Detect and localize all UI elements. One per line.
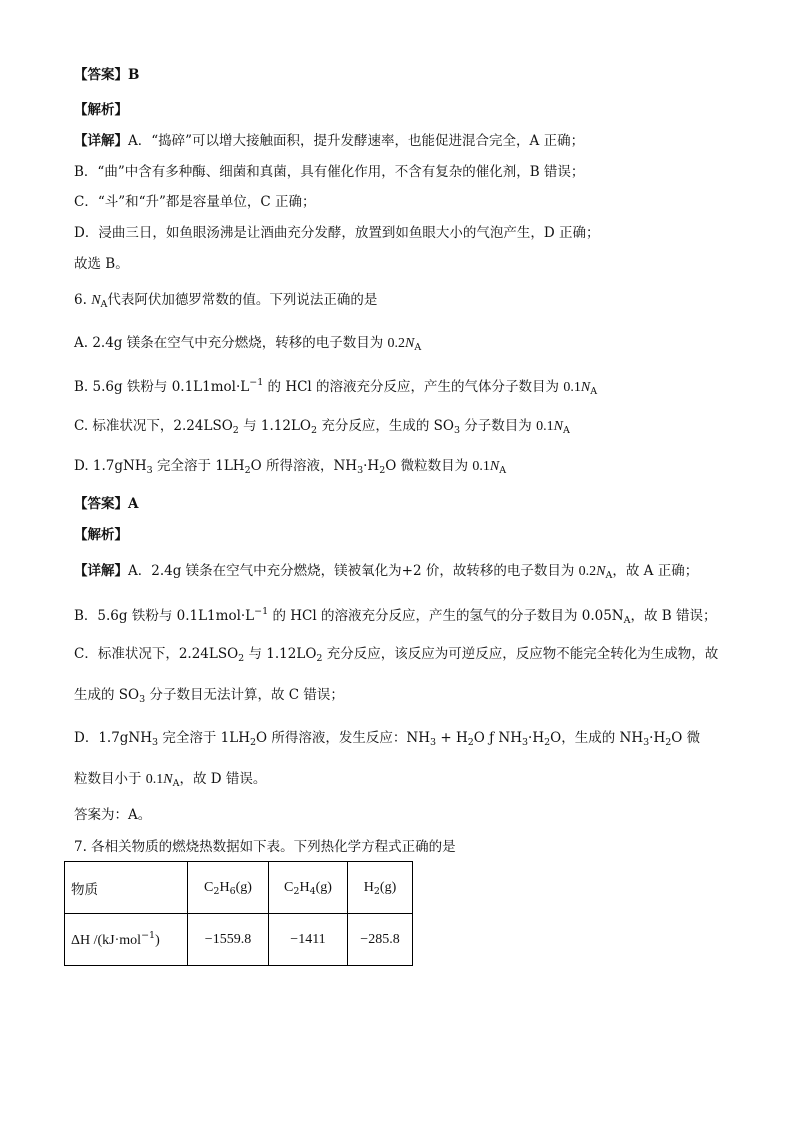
q6-stem: 6. $N_A$代表阿伏加德罗常数的值。下列说法正确的是 (74, 292, 378, 310)
q5-detail-a: 【详解】A．“捣碎”可以增大接触面积，提升发酵速率，也能促进混合完全，A 正确； (74, 133, 585, 149)
table-cell: ΔH /(kJ·mol$^{-1}$) (65, 914, 188, 966)
q6-detail-a: 【详解】A．2.4g 镁条在空气中充分燃烧，镁被氧化为+2 价，故转移的电子数目为 $0.2N_A$，故 A 正确； (74, 563, 699, 581)
q6-detail-c-line2: 生成的 $SO_3$ 分子数目无法计算，故 C 错误； (74, 687, 344, 705)
q6-detail-d-line2: 粒数目小于 $0.1N_A$，故 D 错误。 (74, 771, 267, 789)
q6-detail-d-line1: D．1.7gNH$_3$ 完全溶于 $1LH_2O$ 所得溶液，发生反应：$NH_3 + H_2O$ ƒ $NH_3\cdot H_2O$，生成的 $NH_3\cdot H_2O$ 微 (74, 730, 701, 748)
q6-analysis: 【解析】 (74, 527, 128, 543)
q5-conclusion: 故选 B。 (74, 256, 129, 272)
q5-detail-d: D．浸曲三日，如鱼眼汤沸是让酒曲充分发酵，放置到如鱼眼大小的气泡产生，D 正确； (74, 225, 600, 241)
q6-option-a: A. 2.4g 镁条在空气中充分燃烧，转移的电子数目为 $0.2N_A$ (74, 335, 422, 353)
table-cell: −1559.8 (188, 914, 269, 966)
table-cell: $C_2H_6(g)$ (188, 862, 269, 914)
table-row (65, 862, 413, 914)
table-cell: −1411 (269, 914, 348, 966)
table-row (65, 914, 413, 966)
table-cell: −285.8 (348, 914, 413, 966)
table-cell: 物质 (65, 862, 188, 914)
q7-stem: 7. 各相关物质的燃烧热数据如下表。下列热化学方程式正确的是 (74, 839, 456, 855)
q6-final-answer: 答案为：A。 (74, 807, 152, 823)
q6-answer: 【答案】A (74, 496, 139, 512)
q6-option-d: D. 1.7gNH$_3$ 完全溶于 $1LH_2O$ 所得溶液，$NH_3\cdot H_2O$ 微粒数目为 $0.1N_A$ (74, 458, 507, 476)
q6-option-b: B. 5.6g 铁粉与 $0.1L1mol\cdot L^{-1}$ 的 HCl 的溶液充分反应，产生的气体分子数目为 $0.1N_A$ (74, 377, 598, 397)
table-cell: $C_2H_4(g)$ (269, 862, 348, 914)
q5-detail-b: B．“曲”中含有多种酶、细菌和真菌，具有催化作用，不含有复杂的催化剂，B 错误； (74, 164, 585, 180)
q5-analysis: 【解析】 (74, 102, 128, 118)
q6-option-c: C. 标准状况下，$2.24LSO_2$ 与 $1.12LO_2$ 充分反应，生成的 $SO_3$ 分子数目为 $0.1N_A$ (74, 418, 570, 436)
q6-detail-c-line1: C．标准状况下，$2.24LSO_2$ 与 $1.12LO_2$ 充分反应，该反应为可逆反应，反应物不能完全转化为生成物，故 (74, 646, 719, 664)
table-cell: $H_2(g)$ (348, 862, 413, 914)
combustion-heat-table (64, 861, 413, 966)
q5-detail-c: C．“斗”和“升”都是容量单位，C 正确； (74, 194, 316, 210)
q6-detail-b: B．5.6g 铁粉与 $0.1L1mol\cdot L^{-1}$ 的 HCl 的溶液充分反应，产生的氢气的分子数目为 $0.05N_A$，故 B 错误； (74, 606, 717, 626)
q5-answer: 【答案】B (74, 67, 140, 83)
